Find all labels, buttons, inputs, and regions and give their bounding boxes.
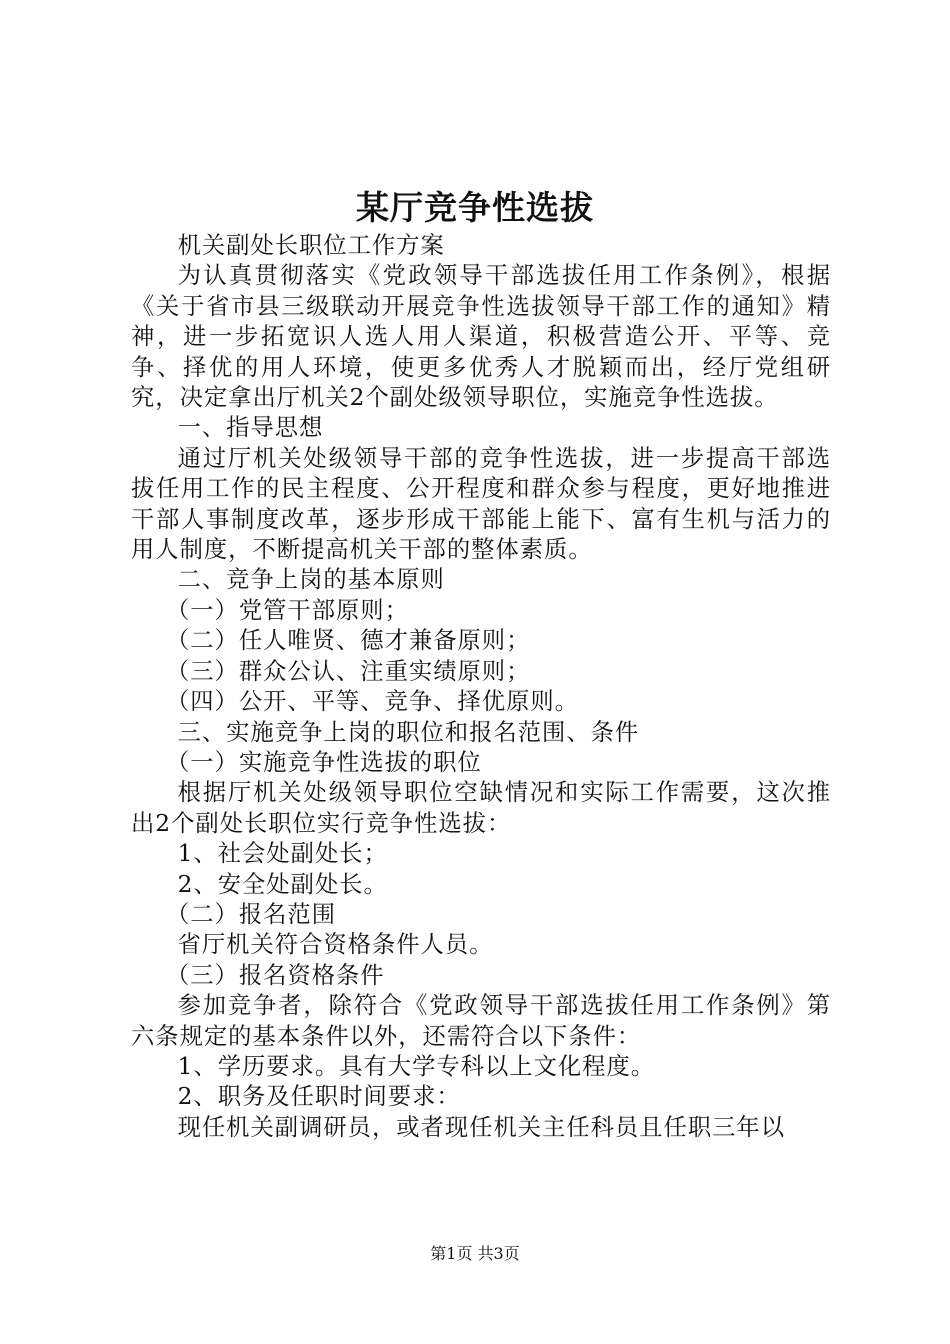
paragraph: 为认真贯彻落实《党政领导干部选拔任用工作条例》，根据《关于省市县三级联动开展竞争性选拔领导干部工作的通知》精神，进一步拓宽识人选人用人渠道，积极营造公开、平等、竞争、择优的用人环境，使更多优秀人才脱颖而出，经厅党组研究，决定拿出厅机关2个副处级领导职位，实施竞争性选拔。	[131, 262, 831, 412]
paragraph: 机关副处长职位工作方案	[177, 232, 445, 259]
document-body	[131, 231, 831, 1143]
list-item: （一）党管干部原则；	[165, 596, 409, 624]
paragraph: 根据厅机关处级领导职位空缺情况和实际工作需要，这次推出2个副处长职位实行竞争性选拔：	[131, 779, 831, 837]
list-item: 2、安全处副处长。	[177, 870, 388, 898]
list-item: （三）群众公认、注重实绩原则；	[165, 657, 531, 685]
paragraph: 省厅机关符合资格条件人员。	[177, 931, 494, 959]
list-item: （四）公开、平等、竞争、择优原则。	[165, 688, 579, 716]
section-heading: 三、实施竞争上岗的职位和报名范围、条件	[177, 718, 640, 746]
subsection-heading: （二）报名范围	[165, 900, 337, 928]
paragraph: 现任机关副调研员，或者现任机关主任科员且任职三年以	[177, 1113, 786, 1141]
list-item: 1、社会处副处长；	[177, 840, 388, 868]
paragraph: 通过厅机关处级领导干部的竞争性选拔，进一步提高干部选拔任用工作的民主程度、公开程度和群众参与程度，更好地推进干部人事制度改革，逐步形成干部能上能下、富有生机与活力的用人制度，不断提高机关干部的整体素质。	[131, 444, 831, 564]
page-number: 第1页 共3页	[430, 1244, 520, 1263]
list-item: 1、学历要求。具有大学专科以上文化程度。	[177, 1052, 656, 1080]
document-title: 某厅竞争性选拔	[356, 188, 594, 227]
section-heading: 一、指导思想	[177, 414, 324, 442]
paragraph: 参加竞争者，除符合《党政领导干部选拔任用工作条例》第六条规定的基本条件以外，还需符合以下条件：	[131, 992, 831, 1050]
subsection-heading: （一）实施竞争性选拔的职位	[165, 748, 482, 776]
list-item: （二）任人唯贤、德才兼备原则；	[165, 627, 531, 655]
section-heading: 二、竞争上岗的基本原则	[177, 566, 445, 594]
subsection-heading: （三）报名资格条件	[165, 961, 385, 989]
list-item: 2、职务及任职时间要求：	[177, 1083, 461, 1111]
